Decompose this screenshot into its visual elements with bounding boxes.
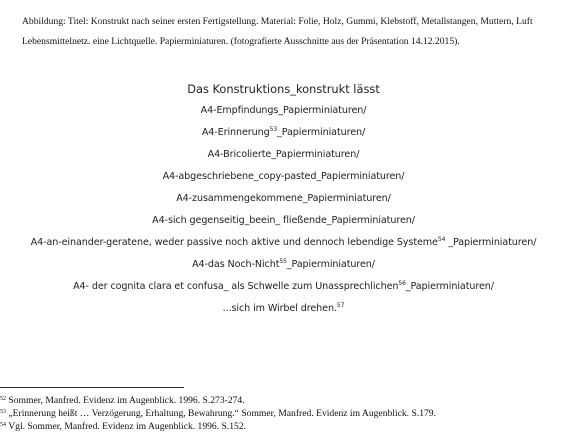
poem-line: A4-zusammengekommene_Papierminiaturen/ — [176, 193, 391, 204]
poem-text: ...sich im Wirbel drehen. — [222, 303, 337, 314]
poem-block — [0, 78, 567, 320]
poem-text: A4-das Noch-Nicht — [192, 259, 280, 270]
footnote-number: 53 — [0, 409, 6, 415]
footnote-text: Sommer, Manfred. Evidenz im Augenblick. 1996. S.273-274. — [6, 395, 245, 406]
footnote — [0, 394, 567, 407]
poem-line: A4-Empfindungs_Papierminiaturen/ — [200, 105, 367, 116]
poem-line: A4-abgeschriebene_copy-pasted_Papierminiaturen/ — [162, 171, 405, 182]
poem-line — [0, 122, 567, 144]
poem-line — [0, 298, 567, 320]
poem-text: A4-an-einander-geratene, weder passive noch aktive und dennoch lebendige Systeme — [30, 237, 438, 248]
poem-line: A4-Bricolierte_Papierminiaturen/ — [207, 149, 360, 160]
footnote — [0, 407, 567, 420]
poem-line — [0, 232, 567, 254]
poem-text: _Papierminiaturen/ — [286, 259, 375, 270]
poem-text: _Papierminiaturen/ — [277, 127, 366, 138]
footnote-separator — [0, 387, 184, 388]
poem-line — [0, 276, 567, 298]
footnote-ref[interactable]: 54 — [437, 236, 446, 243]
footnote-ref[interactable]: 53 — [269, 126, 278, 133]
caption-line: Lebensmittelnetz. eine Lichtquelle. Papierminiaturen. (fotografierte Ausschnitte aus der Präsentation 14.12.2015). — [22, 36, 460, 47]
poem-line — [0, 254, 567, 276]
poem-heading: Das Konstruktions_konstrukt lässt — [187, 82, 380, 96]
footnote-number: 52 — [0, 396, 6, 402]
poem-text: _Papierminiaturen/ — [445, 237, 537, 248]
footnote-ref[interactable]: 56 — [398, 280, 406, 287]
poem-line: A4-sich gegenseitig_beein_ fließende_Papierminiaturen/ — [152, 215, 415, 226]
figure-caption — [22, 12, 567, 52]
poem-text: A4- der cognita clara et confusa_ als Schwelle zum Unassprechlichen — [73, 281, 399, 292]
footnote — [0, 420, 567, 433]
footnote-text: „Erinnerung heißt … Verzögerung, Erhaltung, Bewahrung.“ Sommer, Manfred. Evidenz im Augenblick. S.179. — [6, 408, 436, 419]
footnotes — [0, 394, 567, 433]
footnote-number: 54 — [0, 422, 6, 428]
footnote-text: Vgl. Sommer, Manfred. Evidenz im Augenblick. 1996. S.152. — [6, 421, 247, 432]
footnote-ref[interactable]: 55 — [279, 258, 287, 265]
caption-line: Abbildung: Titel: Konstrukt nach seiner ersten Fertigstellung. Material: Folie, Holz, Gummi, Klebstoff, Metallstangen, Muttern, Luft — [22, 16, 533, 27]
poem-text: _Papierminiaturen/ — [405, 281, 494, 292]
footnote-ref[interactable]: 57 — [336, 302, 345, 309]
poem-text: A4-Erinnerung — [201, 127, 270, 138]
